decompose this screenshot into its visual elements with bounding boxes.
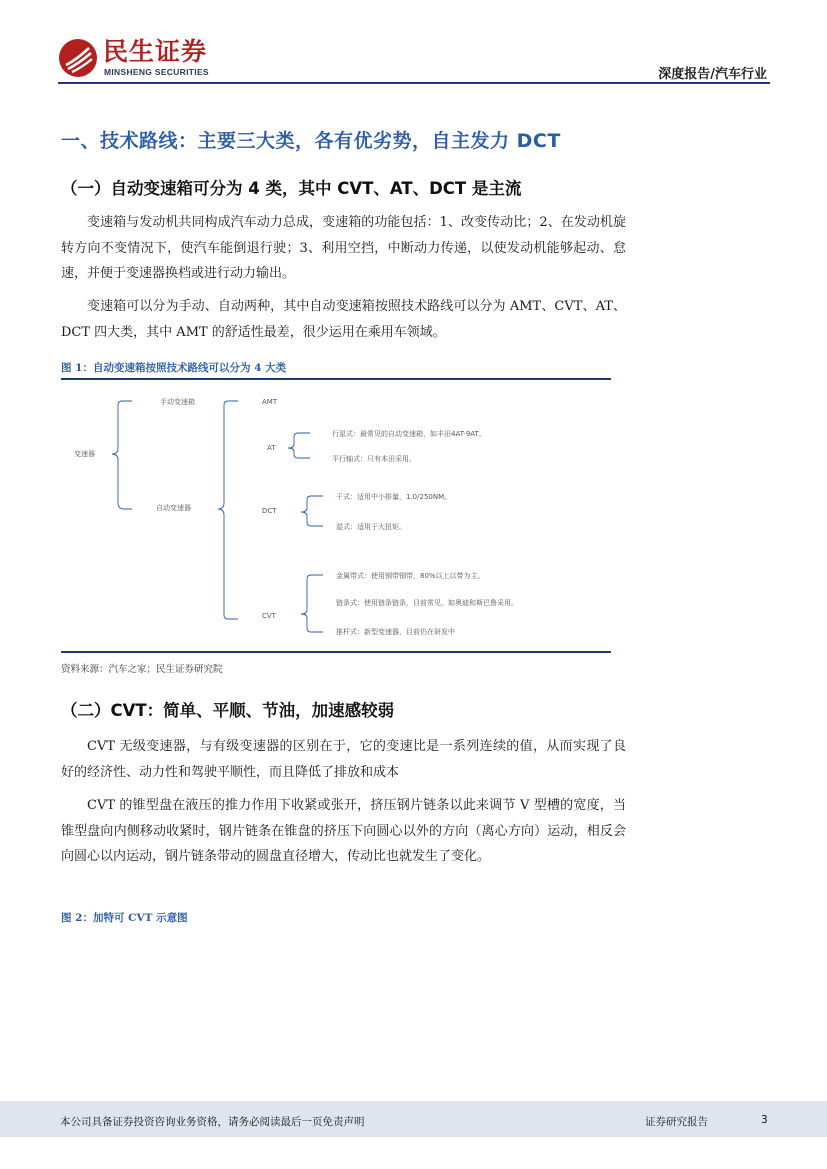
- figure-1-source: 资料来源：汽车之家；民生证券研究院: [61, 664, 223, 675]
- diagram-leaf: 金属带式：使用钢带钢带，80%以上以带为主。: [336, 572, 485, 580]
- diagram-node-dct: DCT: [262, 507, 277, 515]
- diagram-node-amt: AMT: [262, 398, 278, 406]
- paragraph-2: 变速箱可以分为手动、自动两种，其中自动变速箱按照技术路线可以分为 AMT、CVT、AT、DCT 四大类，其中 AMT 的舒适性最差，很少运用在乘用车领域。: [61, 299, 626, 340]
- diagram-node-at: AT: [267, 444, 276, 452]
- subsection-title-2: （二）CVT：简单、平顺、节油，加速感较弱: [61, 701, 395, 720]
- brand-name-en: MINSHENG SECURITIES: [104, 67, 209, 77]
- brand-name-cn: 民生证券: [103, 37, 208, 66]
- diagram-leaf: 行星式：最常见的自动变速箱，如丰田4AT-9AT。: [332, 430, 486, 438]
- footer-disclaimer: 本公司具备证券投资咨询业务资格，请务必阅读最后一页免责声明: [60, 1116, 365, 1128]
- paragraph-1: 变速箱与发动机共同构成汽车动力总成，变速箱的功能包括：1、改变传动比；2、在发动机旋转方向不变情况下，使汽车能倒退行驶；3、利用空挡，中断动力传递，以使发动机能够起动、怠速，并便于变速器换档或进行动力输出。: [61, 215, 626, 281]
- paragraph-3: CVT 无级变速器，与有级变速器的区别在于，它的变速比是一系列连续的值，从而实现了良好的经济性、动力性和驾驶平顺性，而且降低了排放和成本: [61, 739, 626, 780]
- diagram-node-automatic: 自动变速器: [156, 504, 191, 512]
- paragraph-4: CVT 的锥型盘在液压的推力作用下收紧或张开，挤压钢片链条以此来调节 V 型槽的宽度，当锥型盘向内侧移动收紧时，钢片链条在锥盘的挤压下向圆心以外的方向（离心方向）运动，相反会向圆心以内运动，钢片链条带动的圆盘直径增大，传动比也就发生了变化。: [61, 798, 626, 864]
- diagram-node-manual: 手动变速箱: [160, 398, 195, 406]
- subsection-title-1: （一）自动变速箱可分为 4 类，其中 CVT、AT、DCT 是主流: [61, 179, 522, 198]
- header-rule: [58, 82, 770, 84]
- page-number: 3: [761, 1114, 768, 1126]
- diagram-leaf: 平行轴式：只有本田采用。: [332, 455, 416, 463]
- diagram-leaf: 湿式：适用于大扭矩。: [336, 523, 406, 531]
- diagram-node-cvt: CVT: [262, 612, 276, 620]
- figure-2-caption: 图 2：加特可 CVT 示意图: [61, 912, 188, 924]
- figure-1-caption: 图 1：自动变速箱按照技术路线可以分为 4 大类: [61, 362, 287, 374]
- footer-label: 证券研究报告: [645, 1116, 708, 1128]
- section-title: 一、技术路线：主要三大类，各有优劣势，自主发力 DCT: [61, 130, 561, 152]
- diagram-leaf: 推杆式：新型变速器，目前仍在研发中: [336, 628, 455, 636]
- diagram-leaf: 干式：适用中小排量，1.0/250NM。: [336, 493, 452, 501]
- diagram-node-root: 变速器: [74, 450, 95, 458]
- figure-1-top-rule: [61, 378, 611, 380]
- report-type: 深度报告/汽车行业: [658, 67, 767, 82]
- minsheng-logo-icon: [58, 38, 98, 78]
- figure-1-bottom-rule: [61, 651, 611, 653]
- diagram-leaf: 链条式：使用链条链条，目前常见，如奥迪和斯巴鲁采用。: [336, 599, 518, 607]
